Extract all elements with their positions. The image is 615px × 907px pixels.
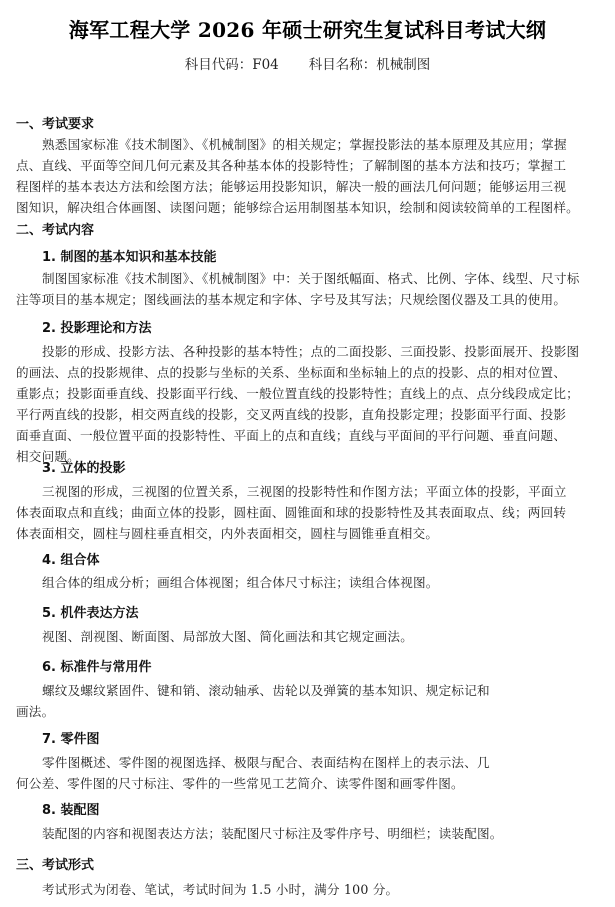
- text-line: 熟悉国家标准《技术制图》、《机械制图》的相关规定；掌握投影法的基本原理及其应用；掌握: [42, 137, 567, 152]
- standard-parts-paragraph: [16, 680, 516, 722]
- text-line: 程图样的基本表达方法和绘图方法；能够运用投影知识，解决一般的画法几何问题；能够运用三视: [16, 179, 567, 194]
- subject-info: [0, 53, 615, 73]
- text-line: 重影点；投影面垂直线、投影面平行线、一般位置直线的投影特性；直线上的点、点分线段成定比；: [16, 386, 579, 401]
- subsection-heading-representation: 5. 机件表达方法: [42, 606, 139, 621]
- section-heading-requirements: 一、考试要求: [16, 117, 95, 132]
- text-line: 点、直线、平面等空间几何元素及其各种基本体的投影特性；了解制图的基本方法和技巧；掌握工: [16, 158, 567, 173]
- subsection-heading-composite: 4. 组合体: [42, 553, 100, 568]
- subsection-heading-part-drawing: 7. 零件图: [42, 732, 100, 747]
- subject-code: 科目代码：F04: [184, 57, 279, 73]
- text-line: 画法。: [16, 704, 55, 719]
- subsection-heading-solids: 3. 立体的投影: [42, 461, 126, 476]
- text-line: 螺纹及螺纹紧固件、键和销、滚动轴承、齿轮以及弹簧的基本知识、规定标记和: [42, 683, 490, 698]
- subject-name: 科目名称：机械制图: [308, 57, 431, 73]
- text-line: 三视图的形成，三视图的位置关系，三视图的投影特性和作图方法；平面立体的投影，平面立: [42, 484, 567, 499]
- text-line: 投影的形成、投影方法、各种投影的基本特性；点的二面投影、三面投影、投影面展开、投影图: [42, 344, 580, 359]
- projection-paragraph: [16, 341, 596, 467]
- text-line: 零件图概述、零件图的视图选择、极限与配合、表面结构在图样上的表示法、几: [42, 755, 490, 770]
- text-line: 考试形式为闭卷、笔试，考试时间为 1.5 小时，满分 100 分。: [42, 882, 399, 897]
- text-line: 装配图的内容和视图表达方法；装配图尺寸标注及零件序号、明细栏；读装配图。: [42, 826, 503, 841]
- text-line: 的画法、点的投影规律、点的投影与坐标的关系、坐标面和坐标轴上的点的投影、点的相对位置、: [16, 365, 567, 380]
- subsection-heading-basics: 1. 制图的基本知识和基本技能: [42, 250, 217, 265]
- subsection-heading-standard-parts: 6. 标准件与常用件: [42, 660, 152, 675]
- solids-paragraph: [16, 481, 596, 544]
- format-paragraph: [16, 879, 596, 900]
- text-line: 何公差、零件图的尺寸标注、零件的一些常见工艺简介、读零件图和画零件图。: [16, 776, 464, 791]
- text-line: 注等项目的基本规定；图线画法的基本规定和字体、字号及其写法；尺规绘图仪器及工具的使用。: [16, 292, 567, 307]
- text-line: 制图国家标准《技术制图》、《机械制图》中：关于图纸幅面、格式、比例、字体、线型、尺寸标: [42, 271, 580, 286]
- composite-paragraph: [16, 572, 596, 593]
- section-heading-format: 三、考试形式: [16, 858, 95, 873]
- assembly-paragraph: [16, 823, 596, 844]
- basics-paragraph: [16, 268, 596, 310]
- text-line: 组合体的组成分析；画组合体视图；组合体尺寸标注；读组合体视图。: [42, 575, 439, 590]
- document-title: 海军工程大学 2026 年硕士研究生复试科目考试大纲: [68, 18, 547, 42]
- text-line: 图知识，解决组合体画图、读图问题；能够综合运用制图基本知识，绘制和阅读较简单的工程图样。: [16, 200, 579, 215]
- text-line: 相交问题。: [16, 449, 80, 464]
- part-drawing-paragraph: [16, 752, 516, 794]
- text-line: 平行两直线的投影，相交两直线的投影，交叉两直线的投影，直角投影定理；投影面平行面、投影: [16, 407, 567, 422]
- text-line: 视图、剖视图、断面图、局部放大图、简化画法和其它规定画法。: [42, 629, 414, 644]
- subsection-heading-projection: 2. 投影理论和方法: [42, 321, 152, 336]
- text-line: 体表面相交，圆柱与圆柱垂直相交，内外表面相交，圆柱与圆锥垂直相交。: [16, 526, 439, 541]
- text-line: 体表面取点和直线；曲面立体的投影，圆柱面、圆锥面和球的投影特性及其表面取点、线；两回转: [16, 505, 567, 520]
- text-line: 面垂直面、一般位置平面的投影特性、平面上的点和直线；直线与平面间的平行问题、垂直问题、: [16, 428, 567, 443]
- requirements-paragraph: [16, 134, 596, 218]
- section-heading-content: 二、考试内容: [16, 223, 95, 238]
- representation-paragraph: [16, 626, 596, 647]
- subsection-heading-assembly: 8. 装配图: [42, 803, 100, 818]
